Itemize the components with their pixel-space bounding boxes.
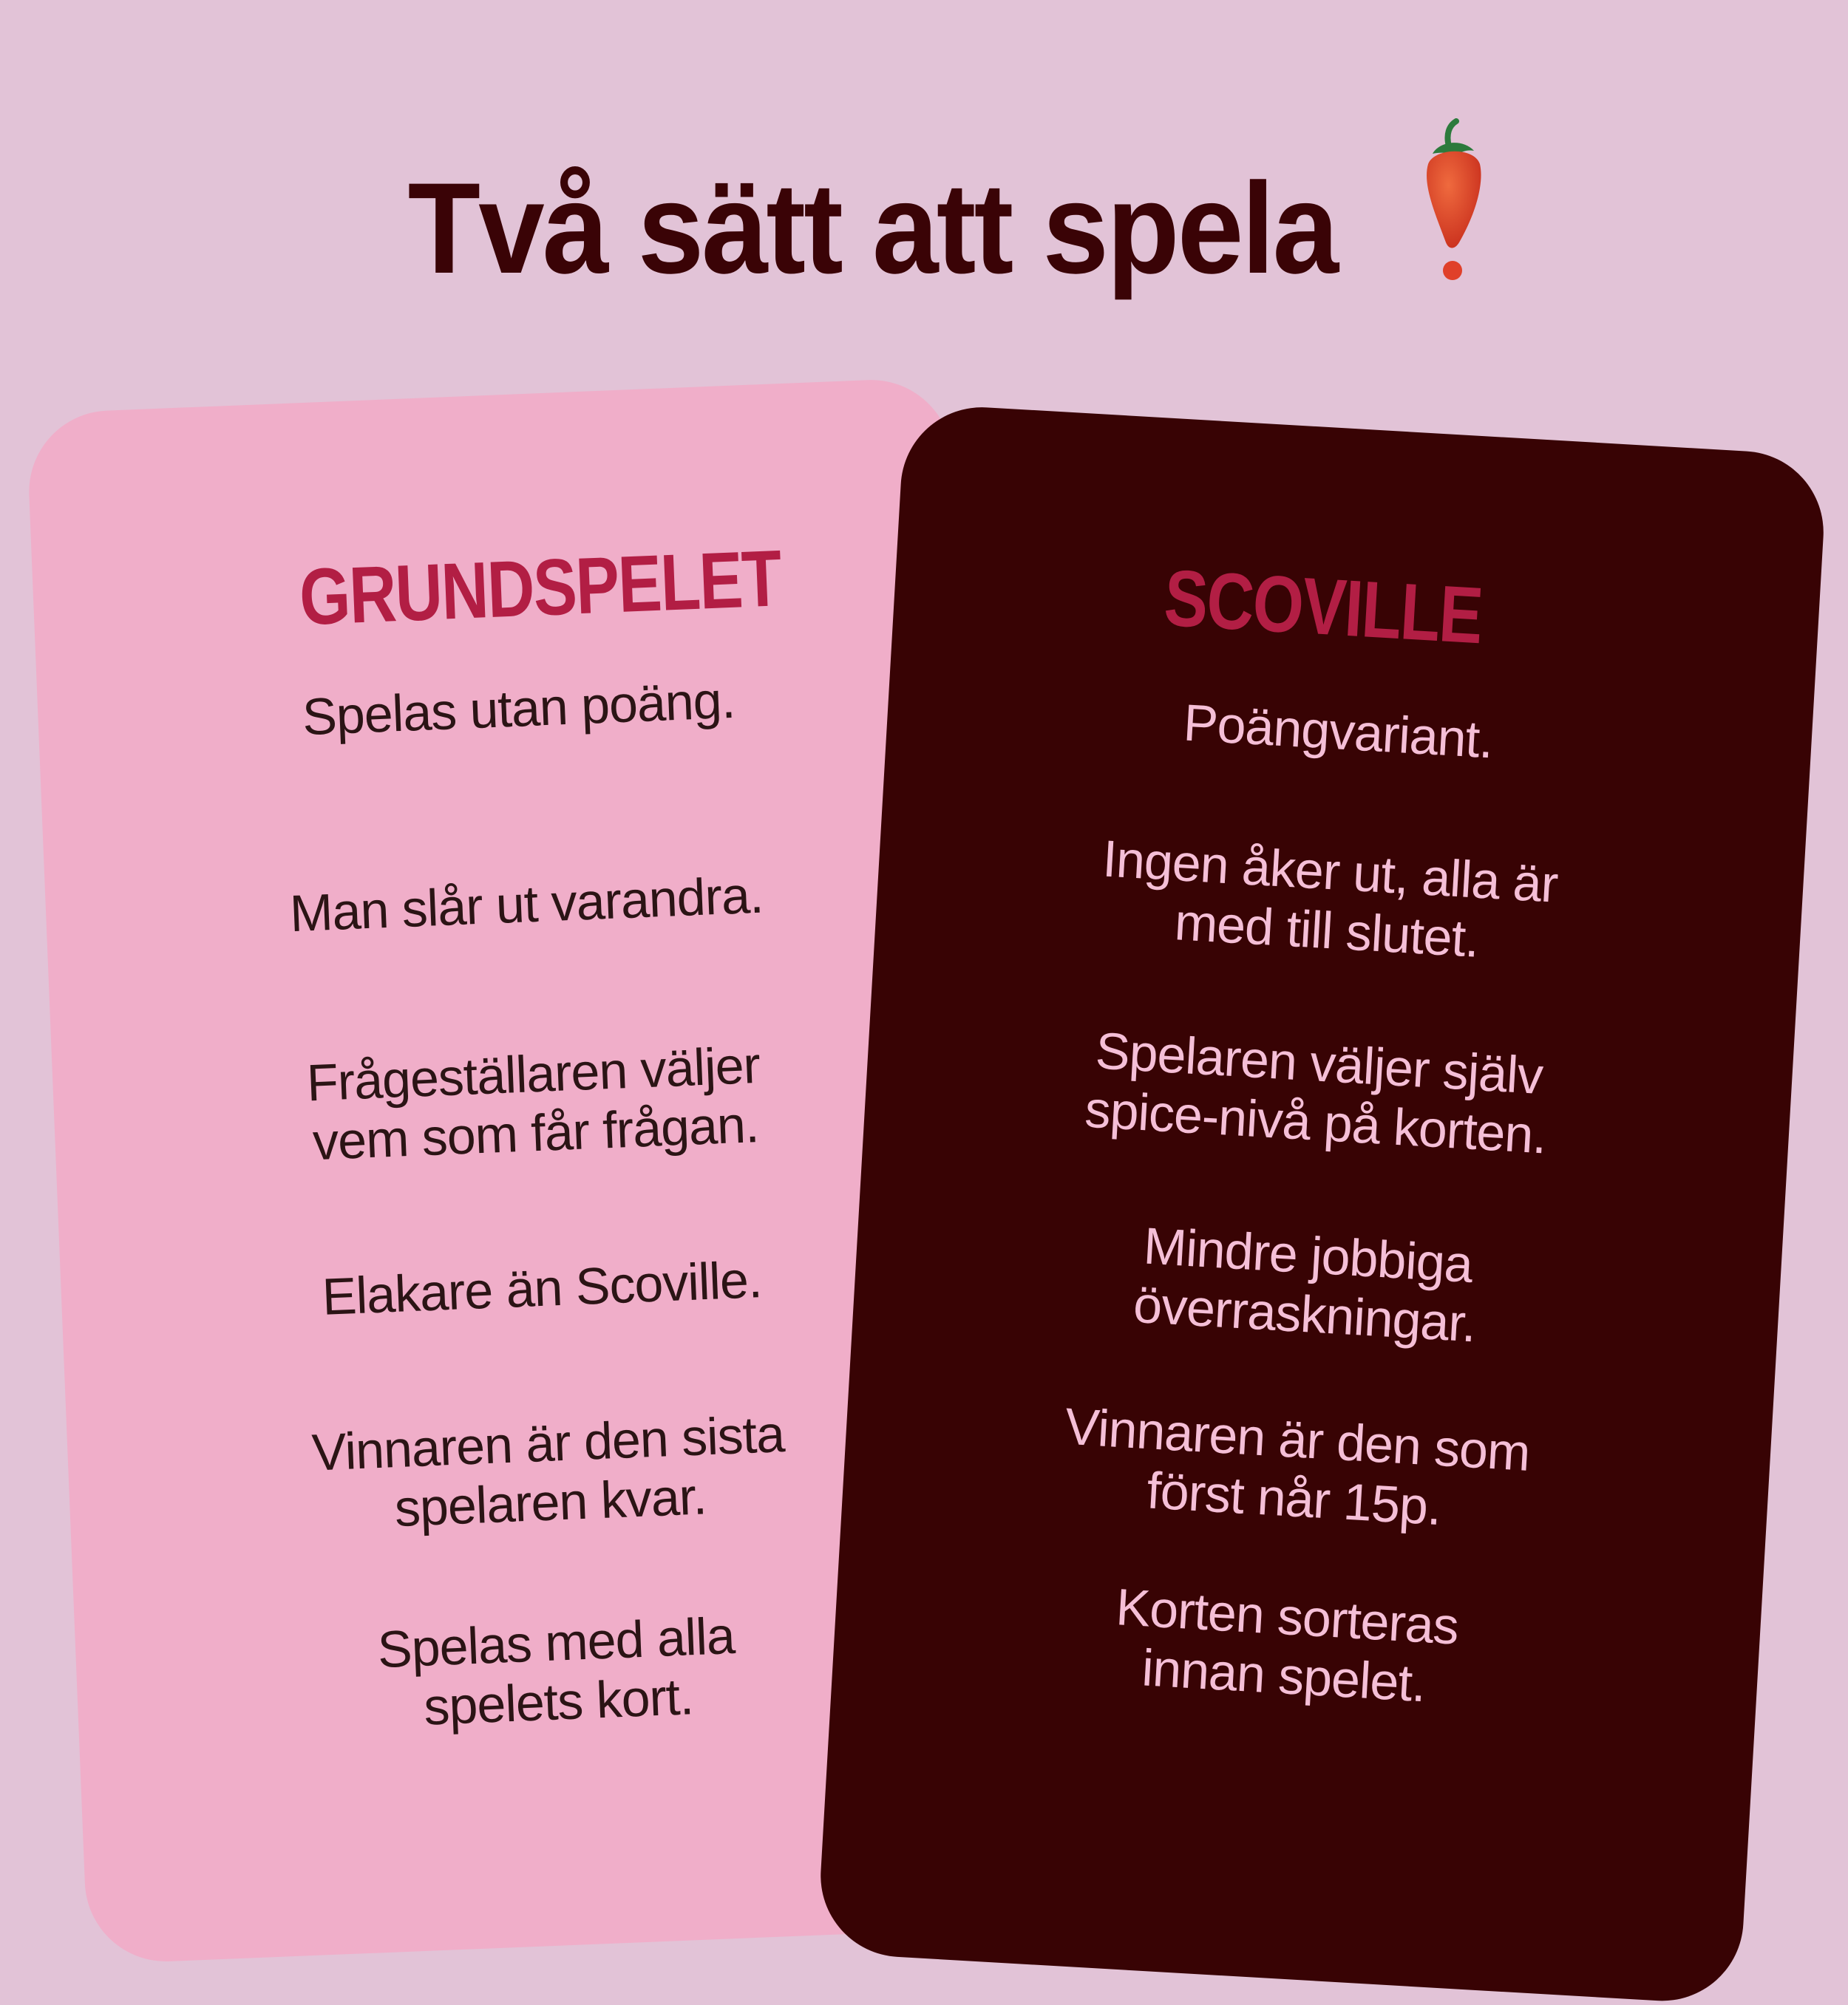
grundspelet-rule-1: Spelas utan poäng. [301, 670, 736, 746]
page-title-text: Två sätt att spela [407, 157, 1337, 301]
scoville-heading: SCOVILLE [1161, 552, 1484, 661]
scoville-rule-3-line-2: spice-nivå på korten. [1083, 1080, 1549, 1165]
scoville-rule-6 [950, 1568, 1621, 1725]
grundspelet-heading: GRUNDSPELET [297, 533, 783, 642]
grundspelet-rule-6 [222, 1600, 892, 1745]
grundspelet-rule-6-line-2: spelets kort. [422, 1667, 695, 1736]
scoville-card [816, 403, 1828, 2005]
scoville-rule-4-line-1: Mindre jobbiga [1142, 1216, 1474, 1294]
scoville-rule-1: Poängvariant. [1182, 693, 1495, 769]
scoville-rule-3 [982, 1015, 1653, 1171]
grundspelet-rule-2: Man slår ut varandra. [288, 865, 764, 943]
scoville-rule-5-line-2: först når 15p. [1145, 1461, 1443, 1536]
scoville-rule-6-line-1: Korten sorteras [1114, 1578, 1460, 1655]
scoville-rule-5-line-1: Vinnaren är den som [1063, 1397, 1532, 1482]
scoville-rule-4-line-2: överraskningar. [1132, 1275, 1478, 1353]
scoville-rule-2-line-2: med till slutet. [1172, 893, 1481, 968]
scoville-rule-3-line-1: Spelaren väljer själv [1094, 1021, 1544, 1106]
grundspelet-rule-3 [200, 1031, 869, 1176]
grundspelet-rule-6-line-1: Spelas med alla [376, 1606, 736, 1679]
scoville-rule-2-line-1: Ingen åker ut, alla är [1101, 829, 1560, 913]
grundspelet-rule-3-line-1: Frågeställaren väljer [305, 1035, 761, 1112]
grundspelet-rule-3-line-2: vem som får frågan. [311, 1095, 760, 1171]
scoville-rule-2 [993, 823, 1664, 979]
scoville-rule-5 [960, 1391, 1631, 1548]
chili-pepper-icon [1412, 118, 1493, 288]
grundspelet-rule-5 [214, 1400, 884, 1545]
grundspelet-rule-4: Elakare än Scoville. [321, 1250, 763, 1326]
scoville-rule-6-line-2: innan spelet. [1140, 1638, 1427, 1713]
scoville-rule-4 [971, 1206, 1642, 1363]
grundspelet-rule-5-line-1: Vinnaren är den sista [310, 1404, 786, 1482]
grundspelet-rule-5-line-2: spelaren kvar. [393, 1467, 707, 1538]
